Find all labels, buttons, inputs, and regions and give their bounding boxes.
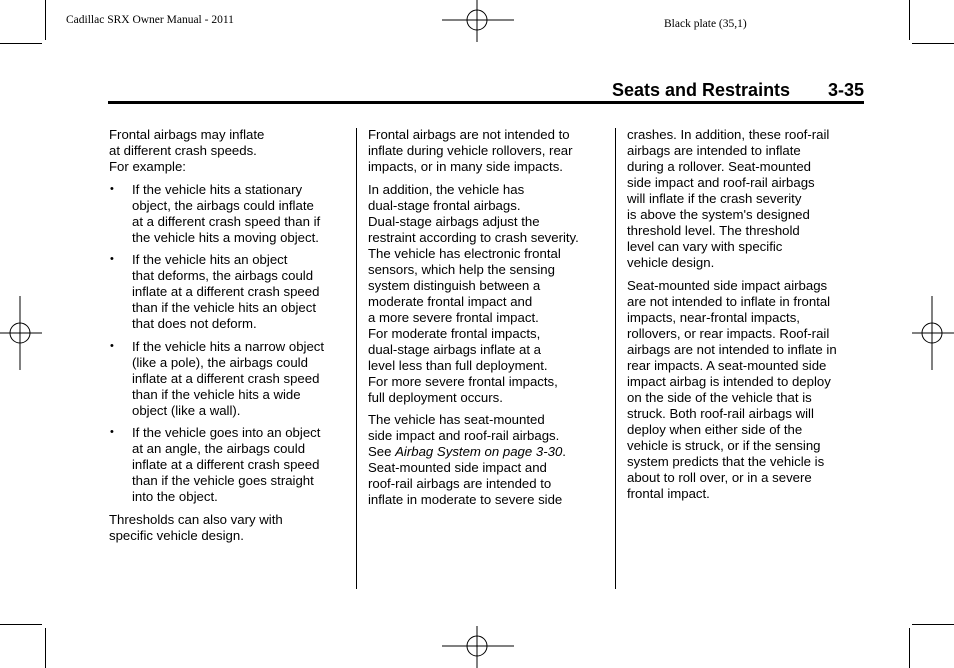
column-divider xyxy=(615,128,616,589)
registration-mark-icon xyxy=(442,0,514,42)
header-rule xyxy=(108,101,864,104)
registration-mark-icon xyxy=(912,296,954,370)
column-divider xyxy=(356,128,357,589)
bullet-icon: • xyxy=(110,182,114,195)
registration-mark-icon xyxy=(442,626,514,668)
paragraph: The vehicle has seat-mounted side impact and roof-rail airbags. See Airbag System on page 3-30. Seat-mounted side impact and roof-rail airbags are intended to inflate in moderate to severe side xyxy=(368,412,566,507)
plate-label: Black plate (35,1) xyxy=(664,18,747,30)
bullet-icon: • xyxy=(110,339,114,352)
manual-title: Cadillac SRX Owner Manual - 2011 xyxy=(66,14,234,26)
bullet-icon: • xyxy=(110,426,114,438)
bullet-icon: • xyxy=(110,253,114,265)
column-1 xyxy=(109,127,349,550)
registration-mark-icon xyxy=(0,296,42,370)
column-3 xyxy=(627,127,867,508)
list-item: • If the vehicle goes into an object at an angle, the airbags could inflate at a different crash speed than if the vehicle goes straight into the object. xyxy=(110,425,321,504)
example-list xyxy=(109,182,349,506)
section-title: Seats and Restraints xyxy=(612,80,791,100)
list-item: • If the vehicle hits a stationary object, the airbags could inflate at a different crash speed than if the vehicle hits a moving object. xyxy=(110,181,321,245)
paragraph: Seat-mounted side impact airbags are not intended to inflate in frontal impacts, near-frontal impacts, rollovers, or rear impacts. Roof-rail airbags are not intended to inflate in rear impacts. A seat-mounted side impact airbag is intended to deploy on the side of the vehicle that is struck. Both roof-rail airbags will deploy when either side of the vehicle is struck, or if the sensing system predicts that the vehicle is about to roll over, or in a severe frontal impact. xyxy=(627,277,837,501)
list-item: • If the vehicle hits a narrow object (like a pole), the airbags could inflate at a different crash speed than if the vehicle hits a wide object (like a wall). xyxy=(110,338,325,418)
paragraph: crashes. In addition, these roof-rail airbags are intended to inflate during a rollover. Seat-mounted side impact and roof-rail airbags will inflate if the crash severity is above the system's designed threshold level. The threshold level can vary with specific vehicle design. xyxy=(627,127,830,270)
list-item: • If the vehicle hits an object that deforms, the airbags could inflate at a different crash speed than if the vehicle hits an object that does not deform. xyxy=(110,252,320,331)
paragraph: In addition, the vehicle has dual-stage frontal airbags. Dual-stage airbags adjust the restraint according to crash severity. The vehicle has electronic frontal sensors, which help the sensing system distinguish between a moderate frontal impact and a more severe frontal impact. For moderate frontal impacts, dual-stage airbags inflate at a level less than full deployment. For more severe frontal impacts, full deployment occurs. xyxy=(368,181,579,405)
intro-paragraph: Frontal airbags may inflate at different crash speeds. For example: xyxy=(109,127,265,174)
cross-reference-link[interactable]: Airbag System on page 3-30 xyxy=(395,444,563,459)
page-number: 3-35 xyxy=(828,80,865,100)
outro-paragraph: Thresholds can also vary with specific vehicle design. xyxy=(109,511,283,543)
paragraph: Frontal airbags are not intended to inflate during vehicle rollovers, rear impacts, or in many side impacts. xyxy=(368,127,573,174)
column-2 xyxy=(368,127,608,515)
